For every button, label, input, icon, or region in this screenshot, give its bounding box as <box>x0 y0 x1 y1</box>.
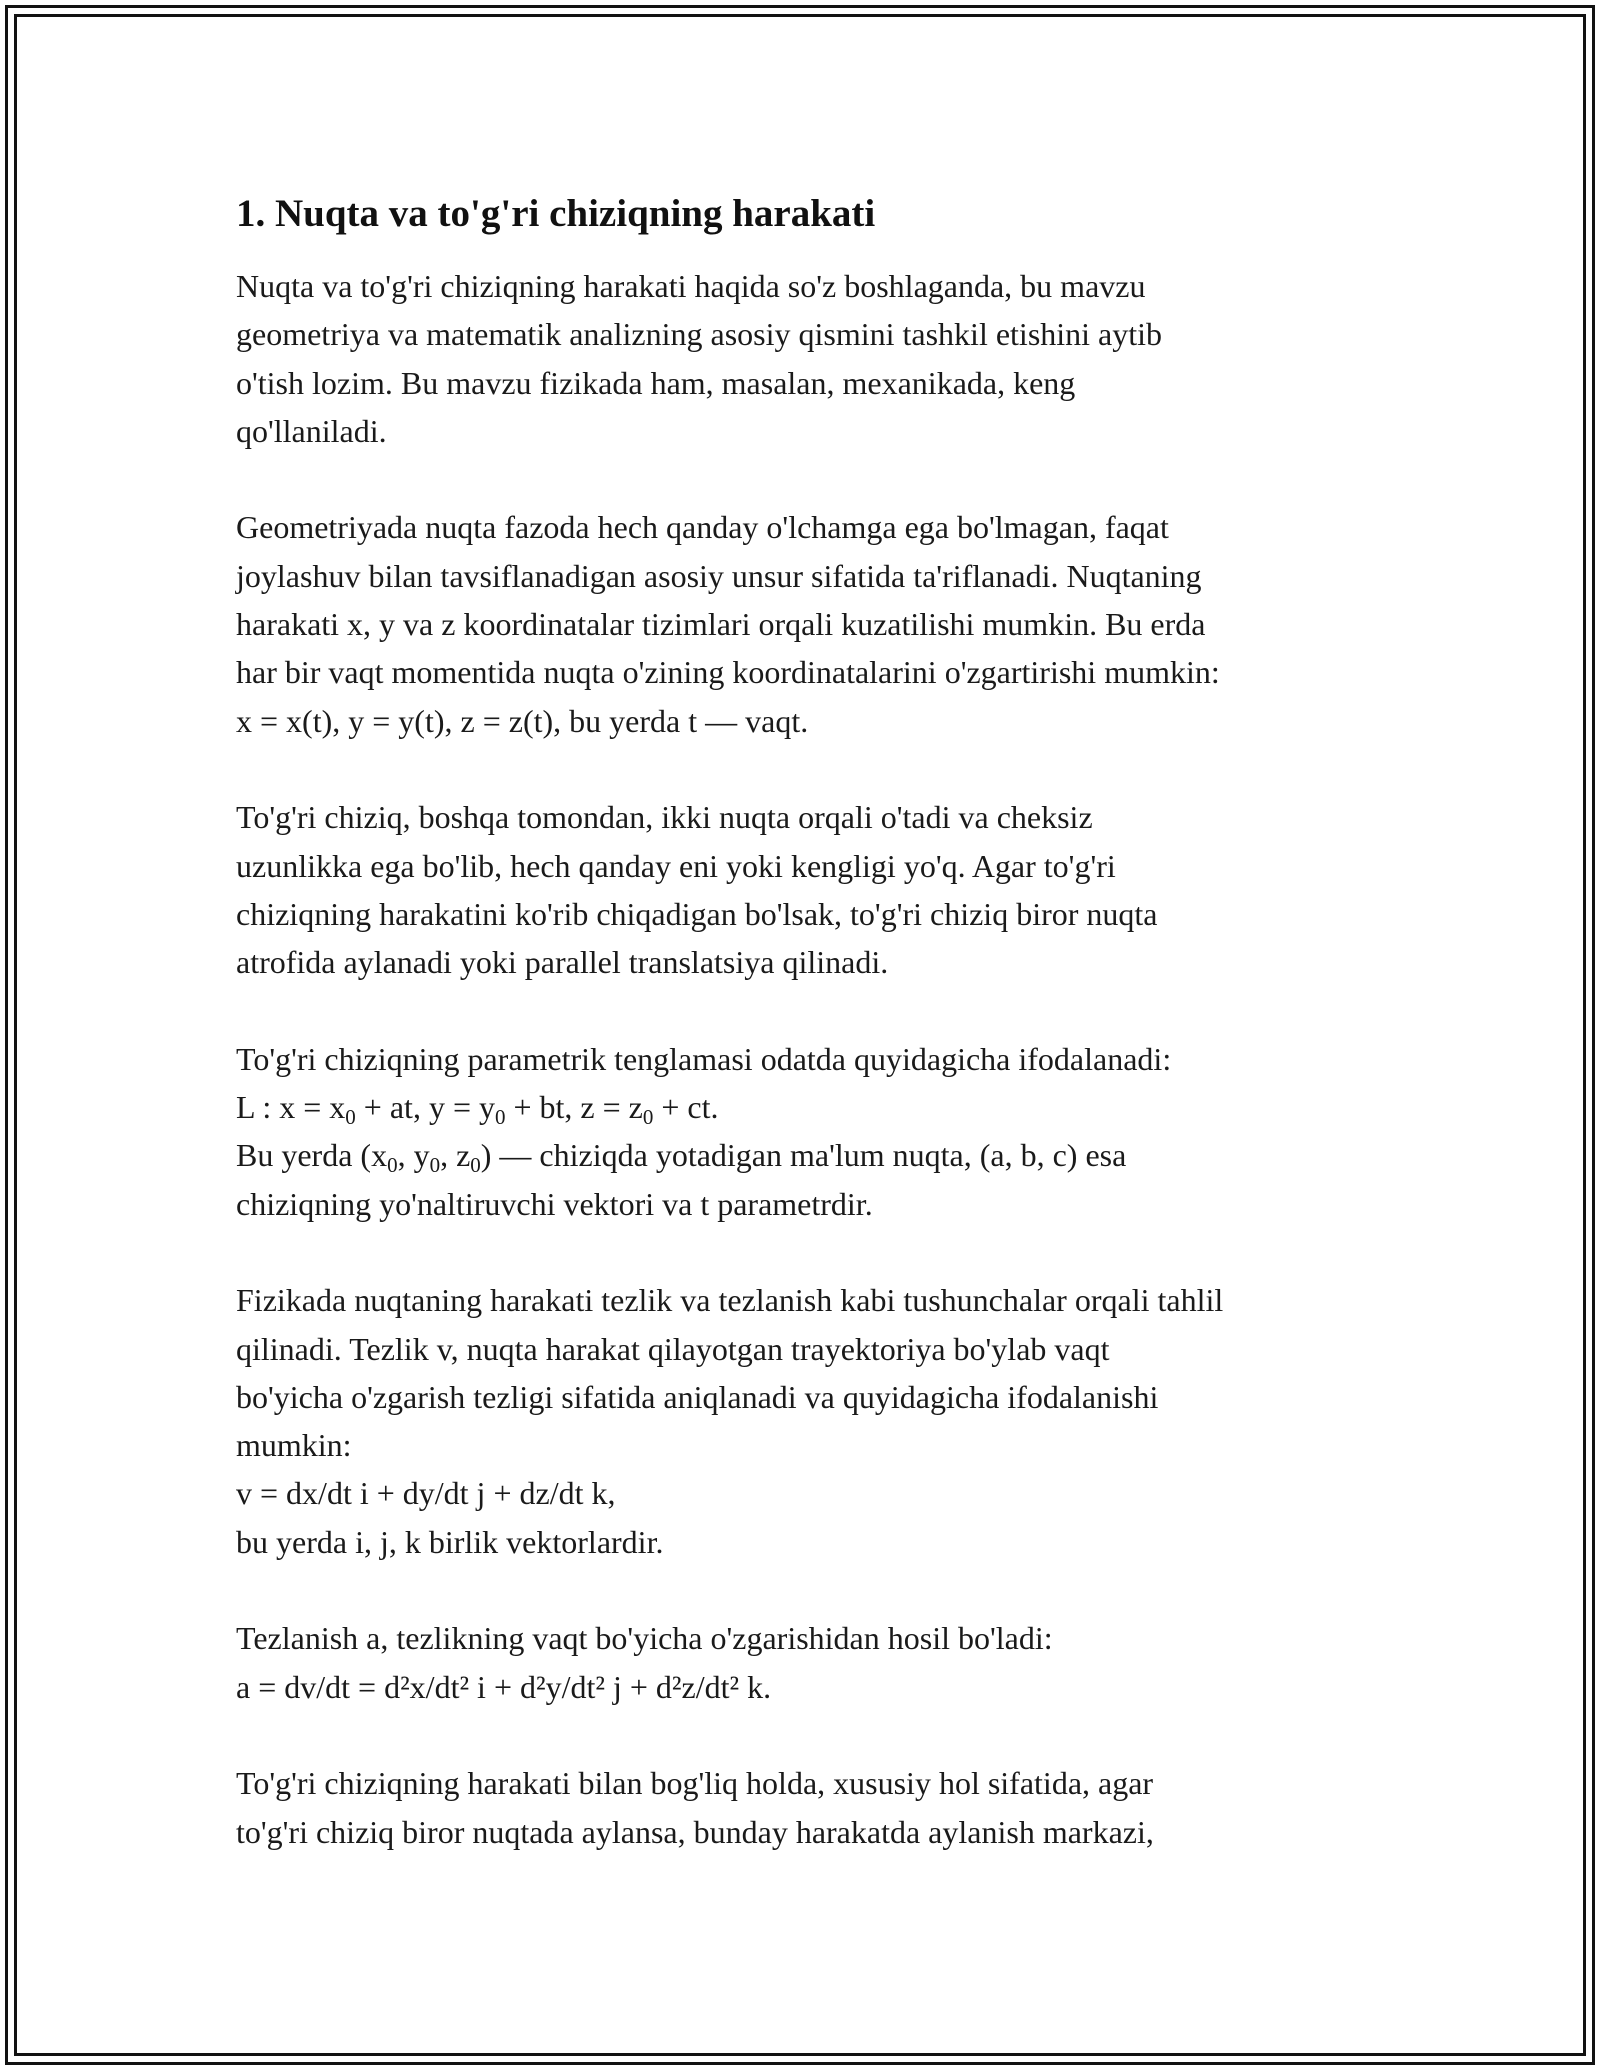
point-definition-line: Bu yerda ($x_0$, $y_0$, $z_0$) — chiziqda yotadigan ma'lum nuqta, (a, b, c) esa <box>236 1137 1127 1178</box>
text-line: uzunlikka ega bo'lib, hech qanday eni yoki kengligi yo'q. Agar to'g'ri <box>236 847 1116 884</box>
paragraph-intro <box>236 262 1386 455</box>
text-line: To'g'ri chiziq, boshqa tomondan, ikki nuqta orqali o'tadi va cheksiz <box>236 799 1093 836</box>
text-line: geometriya va matematik analizning asosiy qismini tashkil etishini aytib <box>236 316 1163 353</box>
velocity-equation: v = dx/dt i + dy/dt j + dz/dt k, <box>236 1475 616 1512</box>
paragraph-point-geometry <box>236 503 1386 744</box>
text-line: x = x(t), y = y(t), z = z(t), bu yerda t — vaqt. <box>236 702 809 739</box>
text-line: Nuqta va to'g'ri chiziqning harakati haqida so'z boshlaganda, bu mavzu <box>236 268 1146 304</box>
paragraph-velocity <box>236 1276 1386 1566</box>
text-line: atrofida aylanadi yoki parallel translatsiya qilinadi. <box>236 944 889 981</box>
paragraph-rotation <box>236 1759 1386 1856</box>
text-line: to'g'ri chiziq biror nuqtada aylansa, bunday harakatda aylanish markazi, <box>236 1813 1154 1850</box>
text-line: chiziqning harakatini ko'rib chiqadigan bo'lsak, to'g'ri chiziq biror nuqta <box>236 895 1158 932</box>
parametric-equation: L : $x = x_0$ + at, $y = y_0$ + bt, $z = z_0$ + ct. <box>236 1089 719 1130</box>
paragraph-acceleration <box>236 1614 1386 1711</box>
text-line: Tezlanish a, tezlikning vaqt bo'yicha o'zgarishidan hosil bo'ladi: <box>236 1620 1053 1657</box>
text-line: To'g'ri chiziqning parametrik tenglamasi odatda quyidagicha ifodalanadi: <box>236 1040 1172 1077</box>
text-line: mumkin: <box>236 1427 352 1464</box>
text-line: bu yerda i, j, k birlik vektorlardir. <box>236 1523 664 1560</box>
paragraph-line-geometry <box>236 793 1386 986</box>
text-line: Fizikada nuqtaning harakati tezlik va tezlanish kabi tushunchalar orqali tahlil <box>236 1282 1224 1319</box>
text-line: joylashuv bilan tavsiflanadigan asosiy unsur sifatida ta'riflanadi. Nuqtaning <box>236 557 1202 594</box>
document-body <box>236 188 1386 1904</box>
acceleration-equation: a = dv/dt = d²x/dt² i + d²y/dt² j + d²z/dt² k. <box>236 1668 772 1705</box>
text-line: chiziqning yo'naltiruvchi vektori va t parametrdir. <box>236 1185 873 1222</box>
text-line: harakati x, y va z koordinatalar tizimlari orqali kuzatilishi mumkin. Bu erda <box>236 606 1206 643</box>
text-line: qo'llaniladi. <box>236 412 387 449</box>
text-line: Geometriyada nuqta fazoda hech qanday o'lchamga ega bo'lmagan, faqat <box>236 509 1169 546</box>
paragraph-parametric-equation <box>236 1035 1386 1228</box>
text-line: bo'yicha o'zgarish tezligi sifatida aniqlanadi va quyidagicha ifodalanishi <box>236 1378 1159 1415</box>
text-line: o'tish lozim. Bu mavzu fizikada ham, masalan, mexanikada, keng <box>236 364 1076 401</box>
text-line: qilinadi. Tezlik v, nuqta harakat qilayotgan trayektoriya bo'ylab vaqt <box>236 1330 1110 1367</box>
section-heading: 1. Nuqta va to'g'ri chiziqning harakati <box>236 192 876 235</box>
text-line: To'g'ri chiziqning harakati bilan bog'liq holda, xususiy hol sifatida, agar <box>236 1765 1154 1802</box>
text-line: har bir vaqt momentida nuqta o'zining koordinatalarini o'zgartirishi mumkin: <box>236 654 1220 691</box>
